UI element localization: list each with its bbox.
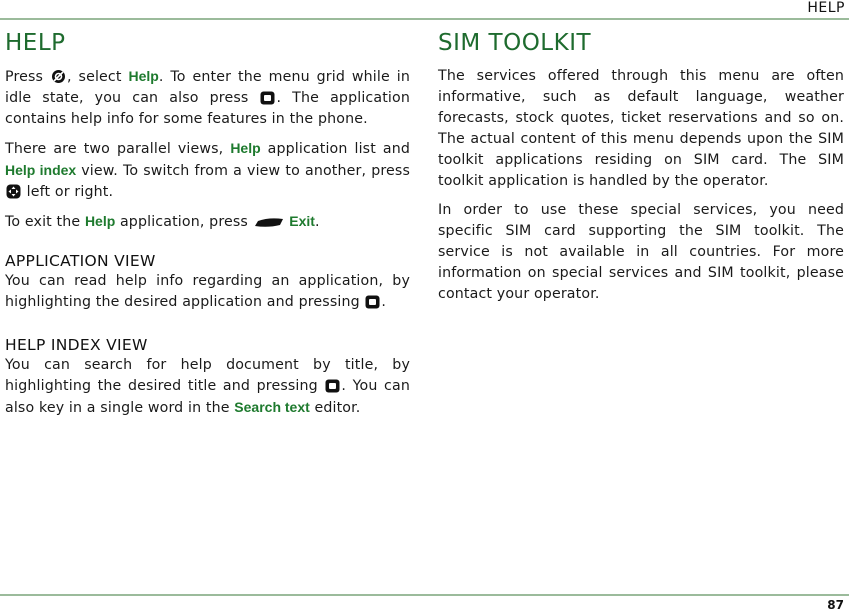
left-column xyxy=(5,26,410,427)
text: view. To switch from a view to another, press xyxy=(76,163,411,179)
text: , select xyxy=(66,69,129,85)
help-paragraph-3 xyxy=(5,211,410,233)
search-text-keyword: Search text xyxy=(234,399,310,415)
text: To exit the xyxy=(5,214,85,230)
help-paragraph-1 xyxy=(5,66,410,130)
text: application list and xyxy=(260,141,411,157)
menu-key-icon xyxy=(51,69,66,84)
help-keyword: Help xyxy=(128,68,159,84)
application-view-heading: APPLICATION VIEW xyxy=(5,252,156,270)
text: . xyxy=(314,214,320,230)
text: . To enter the menu grid while in idle state, you can also press xyxy=(5,69,410,106)
right-column xyxy=(438,26,844,313)
text: Press xyxy=(5,69,50,85)
footer-rule xyxy=(0,594,849,596)
select-key-icon xyxy=(365,295,380,309)
navigation-key-icon xyxy=(6,184,21,199)
text: . The application contains help info for some features in the phone. xyxy=(5,90,410,127)
page-number: 87 xyxy=(827,598,844,612)
text: You can search for help document by title, by highlighting the desired title and pressing xyxy=(5,357,410,394)
text: . You can also key in a single word in the xyxy=(5,378,410,416)
sim-toolkit-paragraph-2: In order to use these special services, you need specific SIM card supporting the SIM toolkit. The service is not available in all countries. For more information on special services and SIM toolkit, please contact your operator. xyxy=(438,202,844,302)
help-index-keyword: Help index xyxy=(5,162,77,178)
select-key-icon xyxy=(325,379,340,393)
running-header: HELP xyxy=(807,0,845,16)
right-softkey-icon xyxy=(254,217,284,229)
sim-toolkit-paragraph-1: The services offered through this menu are often informative, such as default language, weather forecasts, stock quotes, ticket reservations and so on. The actual content of this menu depends upon the SIM toolkit applications residing on SIM card. The SIM toolkit application is handled by the operator. xyxy=(438,68,844,189)
text: editor. xyxy=(309,400,361,416)
sim-toolkit-heading: SIM TOOLKIT xyxy=(438,30,592,56)
help-index-view-paragraph xyxy=(5,355,410,419)
help-index-view-heading: HELP INDEX VIEW xyxy=(5,336,148,354)
exit-keyword: Exit xyxy=(289,213,315,229)
help-keyword: Help xyxy=(230,140,261,156)
help-paragraph-2 xyxy=(5,138,410,203)
text: application, press xyxy=(115,214,253,230)
text: left or right. xyxy=(22,184,114,200)
help-keyword: Help xyxy=(84,213,116,229)
text: . xyxy=(381,294,387,310)
header-rule xyxy=(0,18,849,20)
text: There are two parallel views, xyxy=(5,141,231,157)
application-view-paragraph xyxy=(5,271,410,313)
help-heading: HELP xyxy=(5,30,66,56)
text: You can read help info regarding an application, by highlighting the desired application and pressing xyxy=(5,273,410,310)
select-key-icon xyxy=(260,91,275,105)
